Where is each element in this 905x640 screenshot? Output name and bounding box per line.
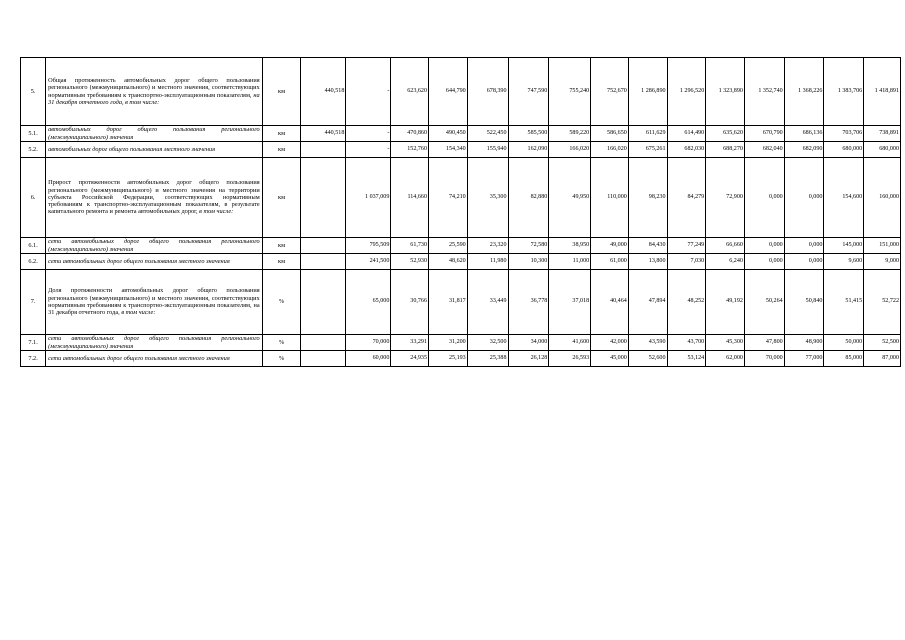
unit-cell: % [262, 335, 301, 351]
table-row [21, 126, 901, 142]
value-cell [301, 158, 346, 238]
row-number: 7.2. [21, 351, 46, 367]
value-cell: 61,730 [391, 238, 429, 254]
value-cell: 24,935 [391, 351, 429, 367]
value-cell: 755,240 [549, 58, 591, 126]
value-cell: 49,000 [591, 238, 629, 254]
value-cell: 87,000 [864, 351, 901, 367]
value-cell: 166,020 [549, 142, 591, 158]
value-cell: 33,291 [391, 335, 429, 351]
value-cell: 680,000 [864, 142, 901, 158]
value-cell: 682,040 [744, 142, 784, 158]
row-number: 5.2. [21, 142, 46, 158]
value-cell: 84,430 [628, 238, 667, 254]
value-cell [301, 351, 346, 367]
value-cell: 0,000 [744, 238, 784, 254]
value-cell: 490,450 [429, 126, 468, 142]
value-cell: 152,760 [391, 142, 429, 158]
value-cell: 241,500 [346, 254, 391, 270]
value-cell: 738,891 [864, 126, 901, 142]
unit-cell: км [262, 126, 301, 142]
value-cell: 52,600 [628, 351, 667, 367]
value-cell: 53,124 [667, 351, 706, 367]
value-cell: 60,000 [346, 351, 391, 367]
value-cell: 31,200 [429, 335, 468, 351]
value-cell: 1 368,226 [784, 58, 824, 126]
value-cell [301, 270, 346, 335]
value-cell: 1 037,009 [346, 158, 391, 238]
value-cell: 0,000 [784, 158, 824, 238]
value-cell: 66,660 [706, 238, 745, 254]
table-row [21, 335, 901, 351]
value-cell: 23,320 [467, 238, 508, 254]
value-cell: 0,000 [784, 254, 824, 270]
row-description [46, 335, 263, 351]
value-cell: 70,000 [744, 351, 784, 367]
value-cell: 795,509 [346, 238, 391, 254]
value-cell: 586,650 [591, 126, 629, 142]
value-cell: 48,900 [784, 335, 824, 351]
row-number: 7. [21, 270, 46, 335]
value-cell: 41,600 [549, 335, 591, 351]
value-cell [301, 335, 346, 351]
value-cell: 34,000 [508, 335, 549, 351]
row-description [46, 254, 263, 270]
table-row [21, 238, 901, 254]
value-cell: 65,000 [346, 270, 391, 335]
unit-cell: км [262, 254, 301, 270]
value-cell [301, 142, 346, 158]
unit-cell: км [262, 142, 301, 158]
value-cell: 61,000 [591, 254, 629, 270]
value-cell: 154,340 [429, 142, 468, 158]
value-cell: 48,620 [429, 254, 468, 270]
value-cell: 1 286,890 [628, 58, 667, 126]
value-cell: 166,020 [591, 142, 629, 158]
value-cell: 160,000 [864, 158, 901, 238]
row-description [46, 351, 263, 367]
value-cell: 72,900 [706, 158, 745, 238]
value-cell: 6,240 [706, 254, 745, 270]
unit-cell: % [262, 270, 301, 335]
description-emphasis: сети автомобильных дорог общего пользования регионального (межмуниципального) значения [48, 238, 260, 253]
table-row [21, 270, 901, 335]
value-cell: 688,270 [706, 142, 745, 158]
value-cell: 752,670 [591, 58, 629, 126]
value-cell: 0,000 [744, 254, 784, 270]
value-cell: 25,388 [467, 351, 508, 367]
value-cell: 31,817 [429, 270, 468, 335]
table-row [21, 58, 901, 126]
value-cell: 1 296,520 [667, 58, 706, 126]
value-cell: 1 383,706 [824, 58, 864, 126]
description-emphasis: сети автомобильных дорог общего пользования регионального (межмуниципального) значения [48, 335, 260, 350]
description-emphasis: сети автомобильных дорог общего пользования местного значения [48, 257, 230, 265]
value-cell: 470,860 [391, 126, 429, 142]
value-cell: 40,464 [591, 270, 629, 335]
value-cell: 77,000 [784, 351, 824, 367]
value-cell: 114,660 [391, 158, 429, 238]
value-cell: 50,840 [784, 270, 824, 335]
value-cell: 49,192 [706, 270, 745, 335]
value-cell: 38,950 [549, 238, 591, 254]
value-cell: 77,249 [667, 238, 706, 254]
value-cell: 32,500 [467, 335, 508, 351]
row-description [46, 142, 263, 158]
value-cell: - [346, 142, 391, 158]
value-cell: 82,880 [508, 158, 549, 238]
value-cell: 11,000 [549, 254, 591, 270]
row-number: 6.2. [21, 254, 46, 270]
row-number: 6. [21, 158, 46, 238]
value-cell: 522,450 [467, 126, 508, 142]
value-cell: 145,000 [824, 238, 864, 254]
value-cell: 74,210 [429, 158, 468, 238]
description-emphasis: автомобильных дорог общего пользования местного значения [48, 145, 216, 153]
value-cell: 37,018 [549, 270, 591, 335]
row-number: 5.1. [21, 126, 46, 142]
row-description [46, 238, 263, 254]
value-cell: 52,930 [391, 254, 429, 270]
description-text: Общая протяженность автомобильных дорог общего пользования регионального (межмуниципального) и местного значения, соответствующих нормативным требованиям к транспортно-эксплуатационным показателям, [48, 76, 260, 99]
table-row [21, 254, 901, 270]
value-cell: 9,600 [824, 254, 864, 270]
value-cell: 26,128 [508, 351, 549, 367]
value-cell: 52,500 [864, 335, 901, 351]
unit-cell: % [262, 351, 301, 367]
value-cell: 45,000 [591, 351, 629, 367]
value-cell: 30,766 [391, 270, 429, 335]
value-cell: 26,593 [549, 351, 591, 367]
value-cell: 25,590 [429, 238, 468, 254]
value-cell: 0,000 [784, 238, 824, 254]
value-cell: 62,000 [706, 351, 745, 367]
value-cell: 1 352,740 [744, 58, 784, 126]
indicators-table [20, 57, 901, 367]
row-description [46, 270, 263, 335]
value-cell: 0,000 [744, 158, 784, 238]
value-cell: 635,620 [706, 126, 745, 142]
value-cell: 614,490 [667, 126, 706, 142]
value-cell: 440,518 [301, 126, 346, 142]
value-cell: 98,230 [628, 158, 667, 238]
value-cell: 675,261 [628, 142, 667, 158]
value-cell: 110,000 [591, 158, 629, 238]
value-cell: 670,790 [744, 126, 784, 142]
value-cell: 70,000 [346, 335, 391, 351]
value-cell: 52,722 [864, 270, 901, 335]
value-cell: 50,000 [824, 335, 864, 351]
value-cell: 155,940 [467, 142, 508, 158]
value-cell: 48,252 [667, 270, 706, 335]
value-cell: 33,449 [467, 270, 508, 335]
value-cell: 13,800 [628, 254, 667, 270]
value-cell: 703,706 [824, 126, 864, 142]
description-emphasis: сети автомобильных дорог общего пользования местного значения [48, 354, 230, 362]
value-cell: 678,390 [467, 58, 508, 126]
value-cell: 680,000 [824, 142, 864, 158]
value-cell: 162,090 [508, 142, 549, 158]
unit-cell: км [262, 58, 301, 126]
row-description [46, 158, 263, 238]
value-cell: 47,800 [744, 335, 784, 351]
value-cell: 644,790 [429, 58, 468, 126]
value-cell: 25,193 [429, 351, 468, 367]
value-cell: 154,600 [824, 158, 864, 238]
value-cell: 10,300 [508, 254, 549, 270]
value-cell: 51,415 [824, 270, 864, 335]
row-description [46, 58, 263, 126]
value-cell: 747,590 [508, 58, 549, 126]
row-number: 5. [21, 58, 46, 126]
value-cell: 43,700 [667, 335, 706, 351]
table-row [21, 158, 901, 238]
description-emphasis: на 31 декабря отчетного года, в том числе: [48, 91, 260, 106]
value-cell: 9,000 [864, 254, 901, 270]
value-cell: 623,620 [391, 58, 429, 126]
value-cell: 49,950 [549, 158, 591, 238]
value-cell: 42,000 [591, 335, 629, 351]
value-cell: - [346, 58, 391, 126]
unit-cell: км [262, 158, 301, 238]
table-row [21, 142, 901, 158]
value-cell: 1 323,890 [706, 58, 745, 126]
value-cell: 47,894 [628, 270, 667, 335]
value-cell: 35,300 [467, 158, 508, 238]
value-cell: 1 418,891 [864, 58, 901, 126]
row-number: 6.1. [21, 238, 46, 254]
description-emphasis: в том числе: [199, 208, 234, 216]
description-emphasis: автомобильных дорог общего пользования регионального (межмуниципального) значения [48, 126, 260, 141]
value-cell: 85,000 [824, 351, 864, 367]
value-cell: 72,580 [508, 238, 549, 254]
value-cell: 440,518 [301, 58, 346, 126]
value-cell: 7,030 [667, 254, 706, 270]
value-cell: 686,136 [784, 126, 824, 142]
value-cell: 682,030 [667, 142, 706, 158]
unit-cell: км [262, 238, 301, 254]
value-cell: 151,000 [864, 238, 901, 254]
value-cell: 36,778 [508, 270, 549, 335]
row-description [46, 126, 263, 142]
description-emphasis: в том числе: [121, 309, 156, 317]
value-cell: 611,629 [628, 126, 667, 142]
value-cell: 589,220 [549, 126, 591, 142]
table-row [21, 351, 901, 367]
description-text: Прирост протяженности автомобильных дорог общего пользования регионального (межмуниципального) и местного значения на территории субъекта Российской Федерации, соответствующих нормативным требованиям к транспортно-эксплуатационным показателям, в результате капитального ремонта и ремонта автомобильных дорог, [48, 179, 260, 216]
description-text: Доля протяженности автомобильных дорог общего пользования регионального (межмуниципального) и местного значения, соответствующих нормативным требованиям к транспортно-эксплуатационным показателям, на 31 декабря отчетного года, [48, 287, 260, 317]
value-cell: 84,279 [667, 158, 706, 238]
value-cell: - [346, 126, 391, 142]
value-cell: 585,500 [508, 126, 549, 142]
value-cell: 50,264 [744, 270, 784, 335]
value-cell [301, 238, 346, 254]
value-cell: 43,590 [628, 335, 667, 351]
value-cell [301, 254, 346, 270]
value-cell: 682,090 [784, 142, 824, 158]
value-cell: 45,300 [706, 335, 745, 351]
value-cell: 11,980 [467, 254, 508, 270]
row-number: 7.1. [21, 335, 46, 351]
